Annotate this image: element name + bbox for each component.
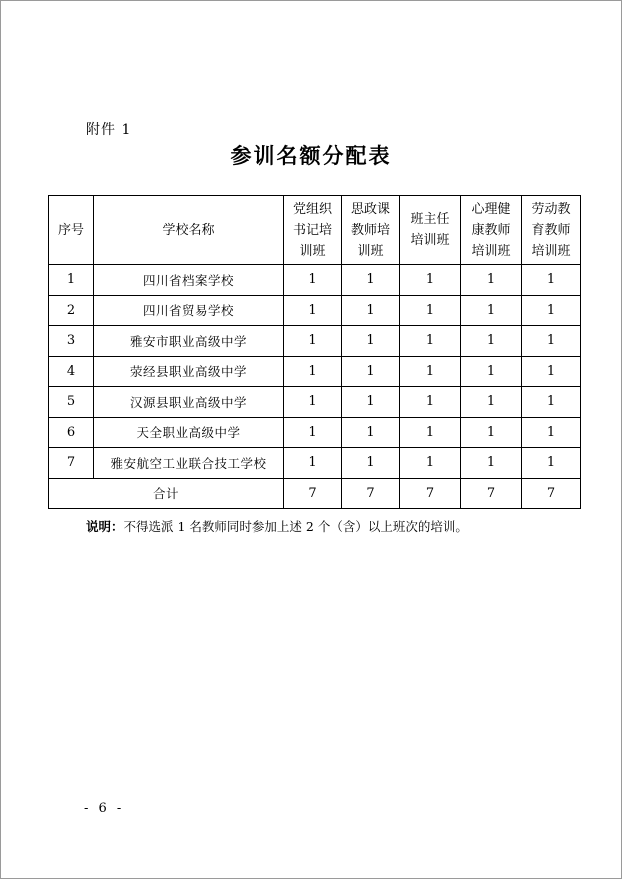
header-index: 序号: [49, 196, 94, 265]
header-class: [522, 196, 581, 265]
row-value: 1: [522, 326, 581, 357]
row-index: 7: [49, 448, 94, 479]
row-value: 1: [284, 448, 342, 479]
row-index: 6: [49, 417, 94, 448]
row-value: 1: [284, 326, 342, 357]
row-value: 1: [400, 448, 461, 479]
row-value: 1: [284, 387, 342, 418]
page-title: 参训名额分配表: [230, 143, 392, 168]
row-school: 四川省档案学校: [94, 265, 284, 296]
note: [86, 517, 468, 535]
row-value: 1: [400, 265, 461, 296]
row-index: 5: [49, 387, 94, 418]
table-row: [49, 417, 581, 448]
attachment-label: 附件 1: [86, 122, 132, 138]
total-row: [49, 478, 581, 509]
row-index: 3: [49, 326, 94, 357]
table-row: [49, 356, 581, 387]
row-index: 2: [49, 295, 94, 326]
row-value: 1: [342, 448, 400, 479]
header-class-label: 思政课教师培训班: [350, 201, 390, 259]
header-class: [284, 196, 342, 265]
row-value: 1: [400, 356, 461, 387]
row-value: 1: [461, 448, 522, 479]
row-value: 1: [342, 387, 400, 418]
total-label: 合计: [49, 478, 284, 509]
row-value: 1: [342, 356, 400, 387]
row-value: 1: [522, 265, 581, 296]
row-school: 雅安航空工业联合技工学校: [94, 448, 284, 479]
table-row: [49, 448, 581, 479]
table-row: [49, 295, 581, 326]
row-value: 1: [284, 295, 342, 326]
total-value: 7: [522, 478, 581, 509]
row-value: 1: [522, 417, 581, 448]
row-index: 1: [49, 265, 94, 296]
row-value: 1: [461, 387, 522, 418]
row-value: 1: [342, 417, 400, 448]
row-value: 1: [461, 417, 522, 448]
header-class: [342, 196, 400, 265]
row-value: 1: [342, 295, 400, 326]
note-label: 说明：: [86, 519, 124, 534]
row-value: 1: [461, 295, 522, 326]
note-text: 不得选派 1 名教师同时参加上述 2 个（含）以上班次的培训。: [123, 519, 468, 534]
table-row: [49, 387, 581, 418]
row-school: 雅安市职业高级中学: [94, 326, 284, 357]
row-value: 1: [522, 387, 581, 418]
row-school: 汉源县职业高级中学: [94, 387, 284, 418]
row-value: 1: [461, 326, 522, 357]
total-value: 7: [400, 478, 461, 509]
row-school: 荥经县职业高级中学: [94, 356, 284, 387]
row-value: 1: [522, 448, 581, 479]
row-value: 1: [284, 265, 342, 296]
row-value: 1: [342, 265, 400, 296]
header-class-label: 班主任培训班: [410, 212, 450, 248]
row-value: 1: [284, 356, 342, 387]
row-index: 4: [49, 356, 94, 387]
row-value: 1: [400, 295, 461, 326]
total-value: 7: [461, 478, 522, 509]
header-class-label: 劳动教育教师培训班: [531, 201, 571, 259]
row-value: 1: [522, 295, 581, 326]
total-value: 7: [342, 478, 400, 509]
row-value: 1: [461, 356, 522, 387]
row-value: 1: [400, 326, 461, 357]
header-school: 学校名称: [94, 196, 284, 265]
row-value: 1: [400, 417, 461, 448]
table-row: [49, 265, 581, 296]
row-value: 1: [400, 387, 461, 418]
header-class: [461, 196, 522, 265]
allocation-table: [48, 195, 581, 509]
row-school: 四川省贸易学校: [94, 295, 284, 326]
header-class: [400, 196, 461, 265]
row-value: 1: [461, 265, 522, 296]
page-number: - 6 -: [84, 801, 125, 816]
row-value: 1: [342, 326, 400, 357]
table-header-row: [49, 196, 581, 265]
table-row: [49, 326, 581, 357]
row-value: 1: [522, 356, 581, 387]
header-class-label: 心理健康教师培训班: [471, 201, 511, 259]
header-class-label: 党组织书记培训班: [292, 201, 332, 259]
row-school: 天全职业高级中学: [94, 417, 284, 448]
row-value: 1: [284, 417, 342, 448]
total-value: 7: [284, 478, 342, 509]
